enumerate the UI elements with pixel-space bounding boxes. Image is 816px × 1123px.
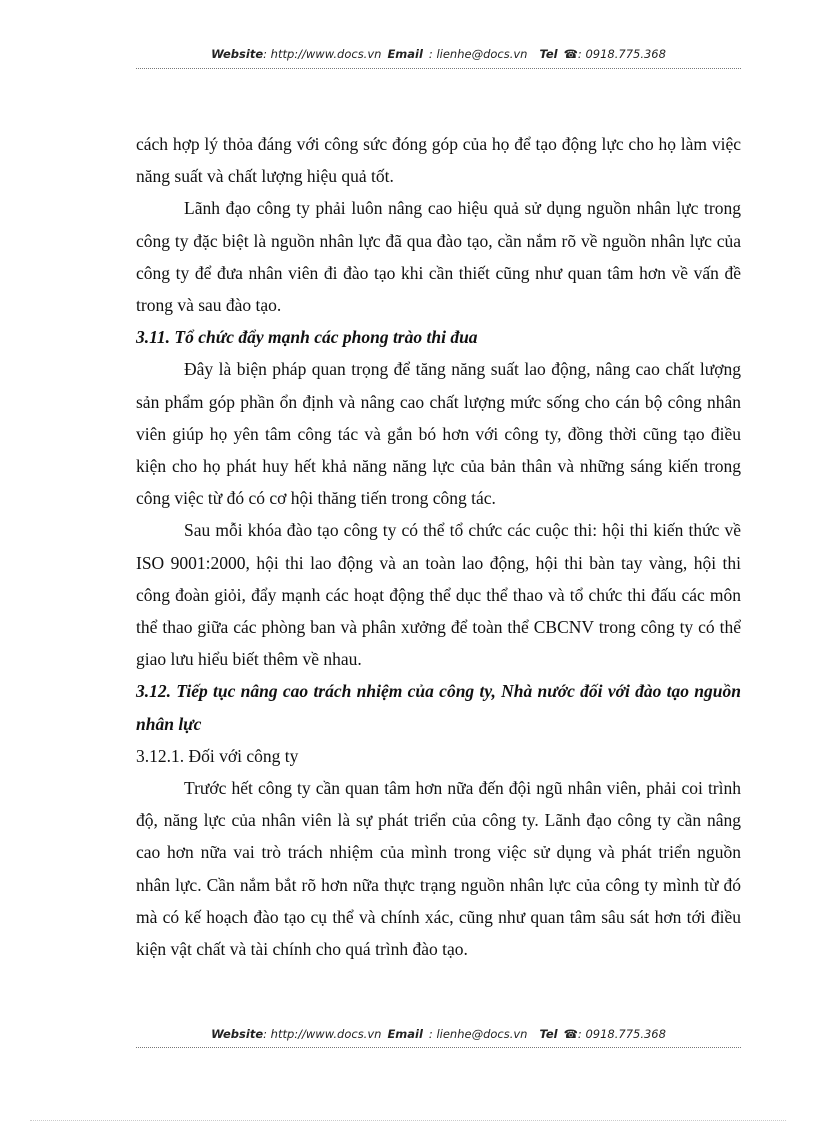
page-header — [136, 47, 741, 61]
footer-tel-value: : 0918.775.368 — [577, 1027, 666, 1041]
footer-tel-label: Tel — [539, 1027, 558, 1041]
paragraph-competitions: Sau mỗi khóa đào tạo công ty có thể tổ chức các cuộc thi: hội thi kiến thức về ISO 9001:2000, hội thi lao động và an toàn lao động, hội thi bàn tay vàng, hội thi công đoàn giỏi, đẩy mạnh các hoạt động thể dục thể thao và tổ chức thi đấu các môn thể thao giữa các phòng ban và phân xưởng để toàn thể CBCNV trong công ty có thể giao lưu hiểu biết thêm về nhau. — [136, 520, 741, 670]
footer-website-value: : http://www.docs.vn — [263, 1027, 382, 1041]
heading-3-12: 3.12. Tiếp tục nâng cao trách nhiệm của công ty, Nhà nước đối với đào tạo nguồn nhân lực — [136, 681, 741, 734]
header-tel-value: : 0918.775.368 — [577, 47, 666, 61]
page-footer — [136, 1027, 741, 1041]
page-body — [136, 128, 741, 965]
header-email-label: Email — [387, 47, 423, 61]
paragraph-company: Trước hết công ty cần quan tâm hơn nữa đến đội ngũ nhân viên, phải coi trình độ, năng lực của nhân viên là sự phát triển của công ty. Lãnh đạo công ty cần nâng cao hơn nữa vai trò trách nhiệm của mình trong việc sử dụng và phát triển nguồn nhân lực. Cần nắm bắt rõ hơn nữa thực trạng nguồn nhân lực của công ty mình từ đó mà có kế hoạch đào tạo cụ thể và chính xác, cũng như quan tâm sâu sát hơn tới điều kiện vật chất và tài chính cho quá trình đào tạo. — [136, 778, 741, 960]
header-website-label: Website — [211, 47, 264, 61]
heading-3-12-1: 3.12.1. Đối với công ty — [136, 745, 299, 766]
phone-icon: ☎ — [563, 47, 578, 61]
header-email-value: : lienhe@docs.vn — [428, 47, 528, 61]
paragraph-importance: Đây là biện pháp quan trọng để tăng năng suất lao động, nâng cao chất lượng sản phẩm góp phần ổn định và nâng cao chất lượng mức sống cho cán bộ công nhân viên giúp họ yên tâm công tác và gắn bó hơn với công ty, đồng thời cũng tạo điều kiện cho họ phát huy hết khả năng năng lực của bản thân và những sáng kiến trong công việc từ đó có cơ hội thăng tiến trong công tác. — [136, 359, 741, 509]
paragraph-leadership: Lãnh đạo công ty phải luôn nâng cao hiệu quả sử dụng nguồn nhân lực trong công ty đặc biệt là nguồn nhân lực đã qua đào tạo, cần nắm rõ về nguồn nhân lực của công ty để đưa nhân viên đi đào tạo khi cần thiết cũng như quan tâm hơn về vấn đề trong và sau đào tạo. — [136, 198, 741, 316]
header-tel-label: Tel — [539, 47, 558, 61]
footer-website-label: Website — [211, 1027, 264, 1041]
phone-icon: ☎ — [563, 1027, 578, 1041]
heading-3-11: 3.11. Tổ chức đẩy mạnh các phong trào thi đua — [136, 327, 478, 348]
footer-email-label: Email — [387, 1027, 423, 1041]
paragraph-continuation: cách hợp lý thỏa đáng với công sức đóng góp của họ để tạo động lực cho họ làm việc năng suất và chất lượng hiệu quả tốt. — [136, 134, 741, 187]
header-website-value: : http://www.docs.vn — [263, 47, 382, 61]
page-edge-divider — [30, 1120, 786, 1121]
footer-email-value: : lienhe@docs.vn — [428, 1027, 528, 1041]
footer-divider — [136, 1047, 741, 1048]
header-divider — [136, 68, 741, 69]
